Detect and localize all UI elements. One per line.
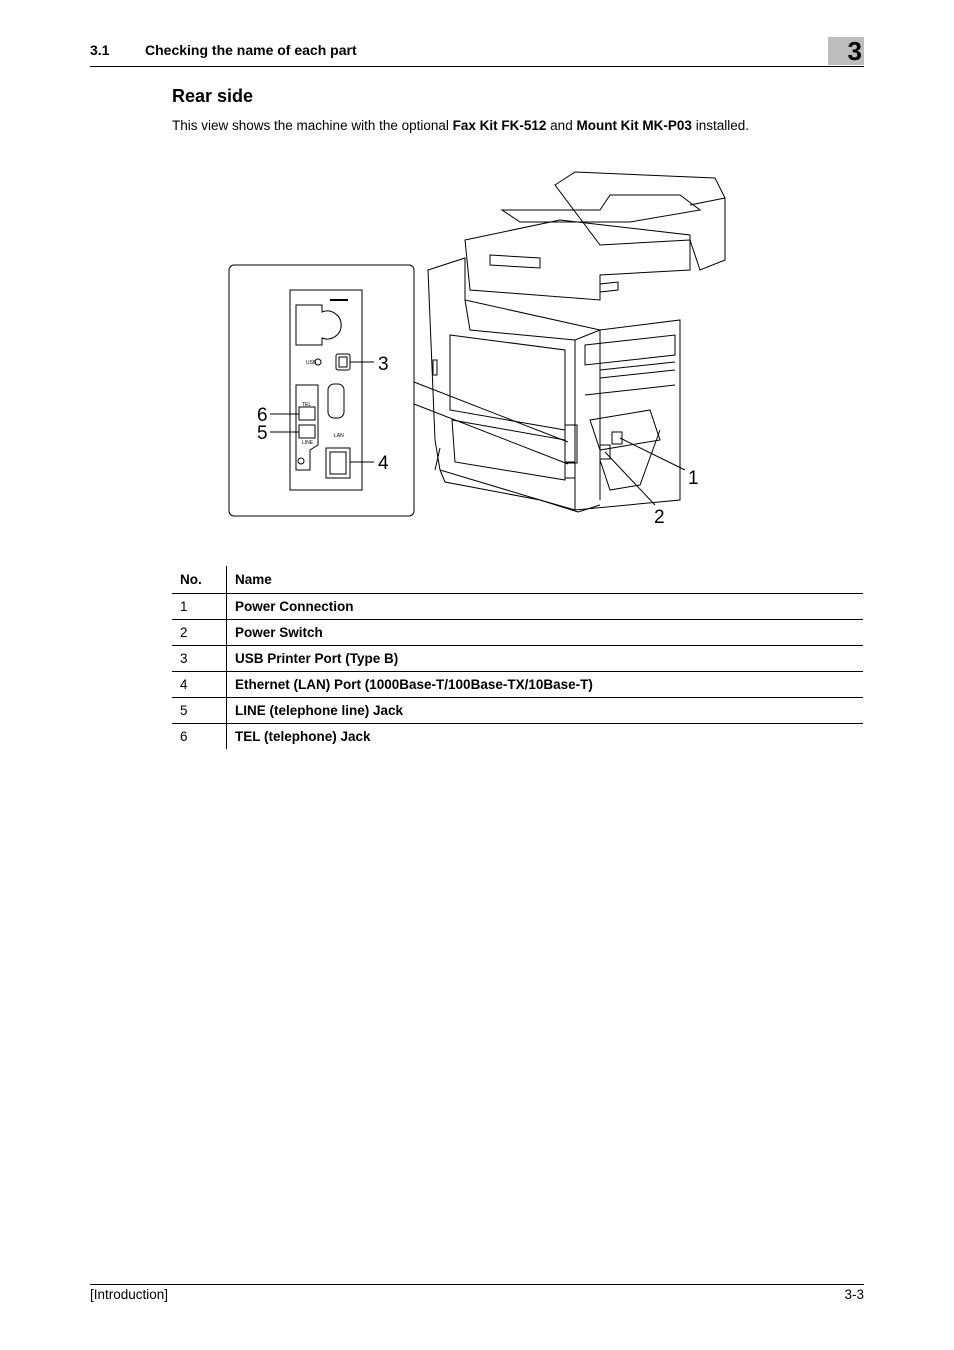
footer-chapter-name: [Introduction] (90, 1287, 169, 1302)
callout-5: 5 (257, 423, 268, 444)
row-number: 6 (172, 724, 227, 750)
page-footer (90, 1284, 864, 1302)
row-part-name: USB Printer Port (Type B) (227, 646, 864, 672)
callout-1: 1 (688, 468, 699, 489)
table-row (172, 672, 863, 698)
usb-port (336, 354, 350, 370)
line-jack-label: LINE (302, 440, 314, 446)
row-part-name: LINE (telephone line) Jack (227, 698, 864, 724)
table-row (172, 724, 863, 750)
lan-port-label: LAN (334, 433, 344, 439)
row-part-name: Power Connection (227, 594, 864, 620)
row-number: 5 (172, 698, 227, 724)
usb-port-label: USB (306, 360, 317, 366)
row-number: 4 (172, 672, 227, 698)
column-header-name: Name (227, 566, 864, 594)
callout-6: 6 (257, 405, 268, 426)
callout-2: 2 (654, 507, 665, 528)
intro-text: installed. (691, 118, 749, 133)
line-jack (299, 425, 315, 438)
row-number: 2 (172, 620, 227, 646)
table-row (172, 594, 863, 620)
inset-port-cover (296, 305, 341, 345)
intro-paragraph (172, 118, 749, 133)
parts-table (172, 566, 863, 749)
printer-rear-view (428, 172, 725, 512)
row-part-name: TEL (telephone) Jack (235, 729, 371, 744)
row-number: 1 (172, 594, 227, 620)
table-row (172, 646, 863, 672)
section-title: Checking the name of each part (145, 42, 357, 58)
intro-mount-kit: Mount Kit MK-P03 (576, 118, 692, 133)
tel-jack (299, 407, 315, 420)
intro-text: This view shows the machine with the optional (172, 118, 453, 133)
table-row (172, 620, 863, 646)
row-part-name: Power Switch (227, 620, 864, 646)
callout-3: 3 (378, 354, 389, 375)
callout-4: 4 (378, 453, 389, 474)
intro-text: and (546, 118, 577, 133)
chapter-number-badge: 3 (828, 37, 864, 65)
row-number: 3 (172, 646, 227, 672)
column-header-no: No. (172, 566, 227, 594)
footer-page-number: 3-3 (844, 1287, 864, 1302)
section-number: 3.1 (90, 42, 110, 58)
intro-fax-kit: Fax Kit FK-512 (452, 118, 547, 133)
table-row (172, 698, 863, 724)
row-part-name: Ethernet (LAN) Port (1000Base-T/100Base-TX/10Base-T) (227, 672, 864, 698)
tel-jack-label: TEL (302, 402, 312, 408)
page-title: Rear side (172, 86, 254, 106)
inset-detail-frame (229, 265, 414, 516)
table-header-row (172, 566, 863, 594)
rear-side-illustration (220, 160, 740, 540)
page-header (90, 36, 864, 67)
